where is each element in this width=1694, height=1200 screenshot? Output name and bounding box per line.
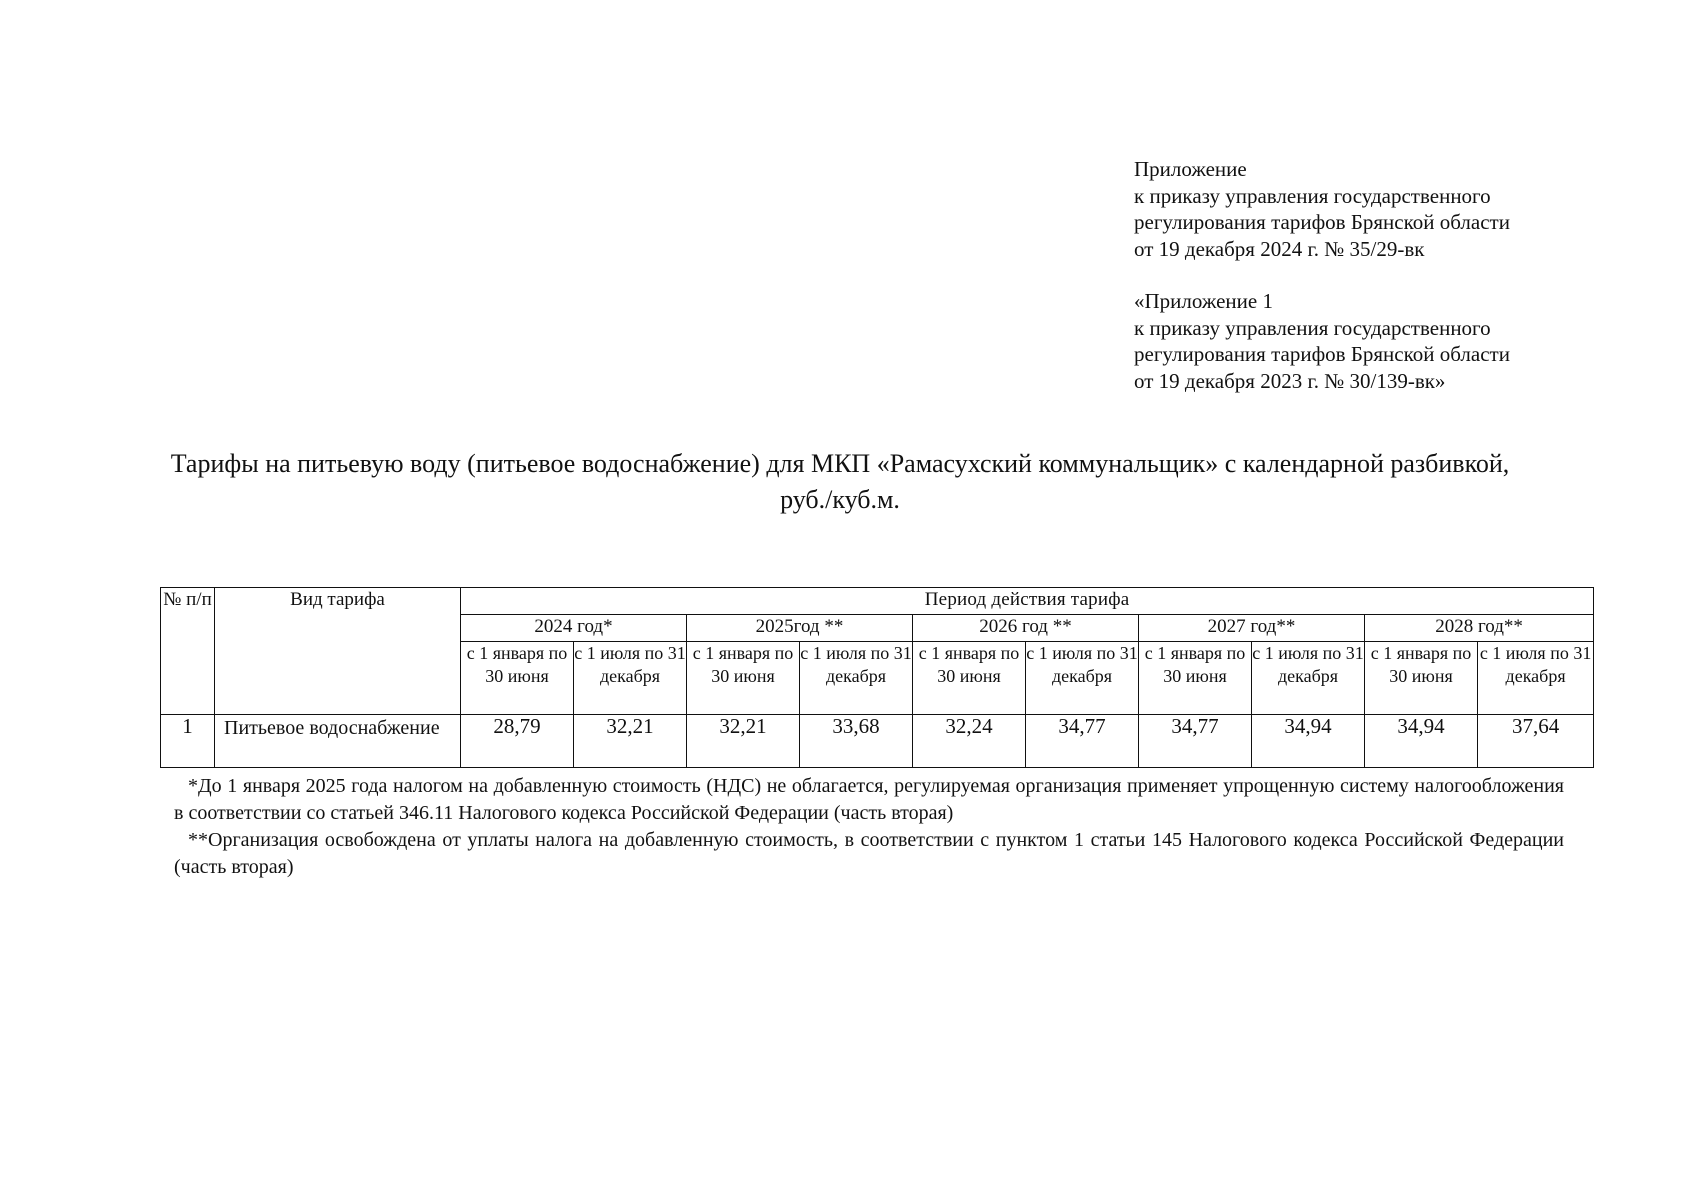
year-header: 2024 год* xyxy=(461,615,687,642)
column-header-number: № п/п xyxy=(161,588,215,715)
tariff-table xyxy=(160,587,1594,768)
tariff-kind: Питьевое водоснабжение xyxy=(215,715,461,768)
half-year-header-second: с 1 июля по 31 декабря xyxy=(1026,642,1139,715)
year-header: 2026 год ** xyxy=(913,615,1139,642)
appendix-order-ref: к приказу управления государственного xyxy=(1134,315,1491,340)
row-number: 1 xyxy=(161,715,215,768)
footnote-vat-exempt: **Организация освобождена от уплаты налога на добавленную стоимость, в соответствии с пунктом 1 статьи 145 Налогового кодекса Российской Федерации (часть вторая) xyxy=(174,829,1564,878)
appendix-order-authority: регулирования тарифов Брянской области xyxy=(1134,210,1510,234)
tariff-value: 34,94 xyxy=(1252,715,1365,768)
appendix-current-order xyxy=(1134,156,1654,262)
tariff-value: 28,79 xyxy=(461,715,574,768)
tariff-value: 37,64 xyxy=(1478,715,1594,768)
table-row xyxy=(161,715,1594,768)
footnotes xyxy=(174,773,1564,881)
half-year-header-first: с 1 января по 30 июня xyxy=(1365,642,1478,715)
document-title xyxy=(120,446,1560,518)
year-header: 2028 год** xyxy=(1365,615,1594,642)
half-year-header-second: с 1 июля по 31 декабря xyxy=(800,642,913,715)
half-year-header-first: с 1 января по 30 июня xyxy=(1139,642,1252,715)
column-header-period: Период действия тарифа xyxy=(461,588,1594,615)
footnote-vat-simplified: *До 1 января 2025 года налогом на добавленную стоимость (НДС) не облагается, регулируемая организация применяет упрощенную систему налогообложения в соответствии со статьей 346.11 Налогового кодекса Российской Федерации (часть вторая) xyxy=(174,775,1564,824)
tariff-value: 32,21 xyxy=(574,715,687,768)
tariff-value: 32,21 xyxy=(687,715,800,768)
half-year-header-first: с 1 января по 30 июня xyxy=(461,642,574,715)
appendix-order-ref: к приказу управления государственного xyxy=(1134,183,1491,208)
year-header: 2027 год** xyxy=(1139,615,1365,642)
appendix-order-date: от 19 декабря 2023 г. № 30/139-вк» xyxy=(1134,368,1446,393)
tariff-value: 34,77 xyxy=(1026,715,1139,768)
column-header-tariff-kind: Вид тарифа xyxy=(215,588,461,715)
tariff-value: 32,24 xyxy=(913,715,1026,768)
document-title-line-2: руб./куб.м. xyxy=(780,485,900,514)
half-year-header-first: с 1 января по 30 июня xyxy=(913,642,1026,715)
half-year-header-second: с 1 июля по 31 декабря xyxy=(574,642,687,715)
tariff-value: 34,94 xyxy=(1365,715,1478,768)
half-year-header-second: с 1 июля по 31 декабря xyxy=(1478,642,1594,715)
appendix-previous-order xyxy=(1134,288,1654,394)
tariff-value: 34,77 xyxy=(1139,715,1252,768)
document-title-line-1: Тарифы на питьевую воду (питьевое водоснабжение) для МКП «Рамасухский коммунальщик» с календарной разбивкой, xyxy=(170,449,1510,478)
year-header: 2025год ** xyxy=(687,615,913,642)
appendix-order-date: от 19 декабря 2024 г. № 35/29-вк xyxy=(1134,236,1425,261)
appendix-heading: Приложение xyxy=(1134,157,1247,181)
appendix-heading: «Приложение 1 xyxy=(1134,289,1273,313)
half-year-header-first: с 1 января по 30 июня xyxy=(687,642,800,715)
half-year-header-second: с 1 июля по 31 декабря xyxy=(1252,642,1365,715)
appendix-order-authority: регулирования тарифов Брянской области xyxy=(1134,342,1510,366)
tariff-value: 33,68 xyxy=(800,715,913,768)
